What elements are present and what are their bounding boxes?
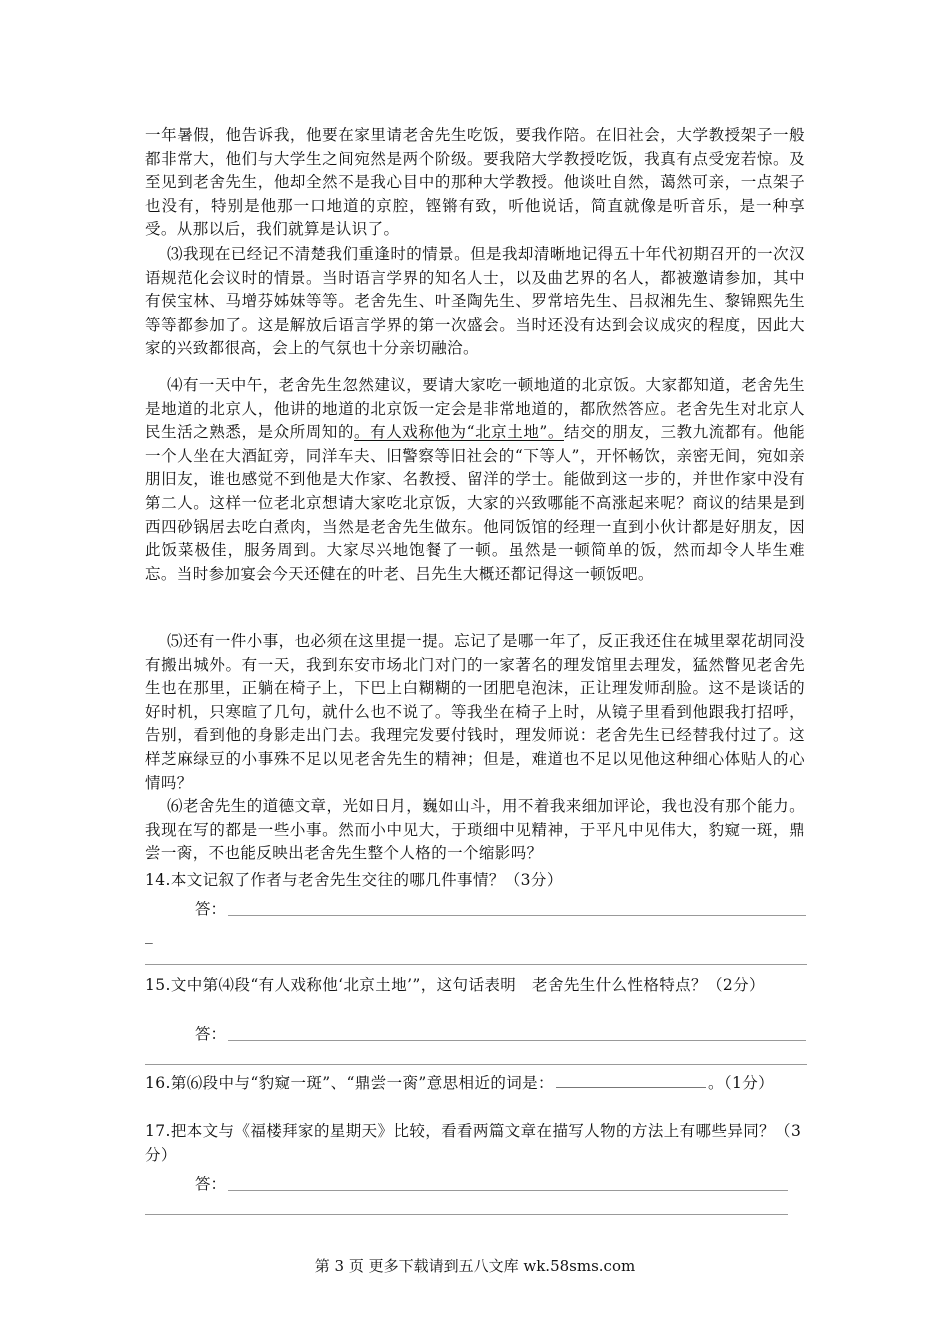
- question-15: 15.文中第⑷段“有人戏称他‘北京土地’”，这句话表明 老舍先生什么性格特点？（2分）: [145, 976, 765, 994]
- paragraph-3: ⑶我现在已经记不清楚我们重逢时的情景。但是我却清晰地记得五十年代初期召开的一次汉语规范化会议时的情景。当时语言学界的知名人士，以及曲艺界的名人，都被邀请参加，其中有侯宝林、马增芬姊妹等等。老舍先生、叶圣陶先生、罗常培先生、吕叔湘先生、黎锦熙先生等等都参加了。这是解放后语言学界的第一次盛会。当时还没有达到会议成灾的程度，因此大家的兴致都很高，会上的气氛也十分亲切融洽。: [145, 245, 805, 358]
- paragraph-4: [145, 374, 805, 586]
- answer-line-17-a[interactable]: [228, 1190, 788, 1191]
- question-17: 17.把本文与《福楼拜家的星期天》比较，看看两篇文章在描写人物的方法上有哪些异同？（3分）: [145, 1122, 802, 1164]
- fill-blank-16[interactable]: [556, 1073, 706, 1088]
- question-14: 14.本文记叙了作者与老舍先生交往的哪几件事情？（3分）: [145, 871, 563, 889]
- answer-label-17: 答：: [195, 1175, 227, 1193]
- answer-line-14-b[interactable]: [145, 964, 807, 965]
- paragraph-4-text-a: ⑷有一天中午，老舍先生忽然建议，要请大家吃一顿地道的北京饭。大家都知道，老舍先生是地道的北京人，他讲的地道的北京饭一定会是非常地道的，都欣然答应。老舍先生对北京人民生活之熟悉，是众所周知的: [145, 376, 805, 442]
- underlined-sentence: 。有人戏称他为“北京土地”。: [354, 423, 564, 442]
- answer-line-15-a[interactable]: [228, 1040, 806, 1041]
- answer-line-17-b[interactable]: [145, 1214, 788, 1215]
- answer-line-15-b[interactable]: [145, 1064, 807, 1065]
- stray-underscore: _: [145, 926, 153, 944]
- paragraph-4-text-b: 结交的朋友，三教九流都有。他能一个人坐在大酒缸旁，同洋车夫、旧警察等旧社会的“下等人”，开怀畅饮，亲密无间，宛如亲朋旧友，谁也感觉不到他是大作家、名教授、留洋的学士。能做到这一步的，并世作家中没有第二人。这样一位老北京想请大家吃北京饭，大家的兴致哪能不高涨起来呢？商议的结果是到西四砂锅居去吃白煮肉，当然是老舍先生做东。他同饭馆的经理一直到小伙计都是好朋友，因此饭菜极佳，服务周到。大家尽兴地饱餐了一顿。虽然是一顿简单的饭，然而却令人毕生难忘。当时参加宴会今天还健在的叶老、吕先生大概还都记得这一顿饭吧。: [145, 423, 805, 583]
- answer-label-14: 答：: [195, 900, 227, 918]
- answer-line-14-a[interactable]: [228, 915, 806, 916]
- question-16-text: 16.第⑹段中与“豹窥一斑”、“鼎尝一脔”意思相近的词是：: [145, 1074, 554, 1092]
- paragraph-5: ⑸还有一件小事，也必须在这里提一提。忘记了是哪一年了，反正我还住在城里翠花胡同没有搬出城外。有一天，我到东安市场北门对门的一家著名的理发馆里去理发，猛然瞥见老舍先生也在那里，正躺在椅子上，下巴上白糊糊的一团肥皂泡沫，正让理发师刮脸。这不是谈话的好时机，只寒暄了几句，就什么也不说了。等我坐在椅子上时，从镜子里看到他跟我打招呼，告别，看到他的身影走出门去。我理完发要付钱时，理发师说：老舍先生已经替我付过了。这样芝麻绿豆的小事殊不足以见老舍先生的精神；但是，难道也不足以见他这种细心体贴人的心情吗？: [145, 632, 805, 792]
- answer-label-15: 答：: [195, 1025, 227, 1043]
- question-16-points: 。（1分）: [707, 1074, 775, 1092]
- page-footer: 第 3 页 更多下载请到五八文库 wk.58sms.com: [314, 1257, 636, 1275]
- paragraph-2: 一年暑假，他告诉我，他要在家里请老舍先生吃饭，要我作陪。在旧社会，大学教授架子一般都非常大，他们与大学生之间宛然是两个阶级。要我陪大学教授吃饭，我真有点受宠若惊。及至见到老舍先生，他却全然不是我心目中的那种大学教授。他谈吐自然，蔼然可亲，一点架子也没有，特别是他那一口地道的京腔，铿锵有致，听他说话，简直就像是听音乐，是一种享受。从那以后，我们就算是认识了。: [145, 126, 805, 239]
- question-16: [145, 1072, 807, 1096]
- paragraph-6: ⑹老舍先生的道德文章，光如日月，巍如山斗，用不着我来细加评论，我也没有那个能力。我现在写的都是一些小事。然而小中见大，于琐细中见精神，于平凡中见伟大，豹窥一斑，鼎尝一脔，不也能反映出老舍先生整个人格的一个缩影吗？: [145, 797, 805, 863]
